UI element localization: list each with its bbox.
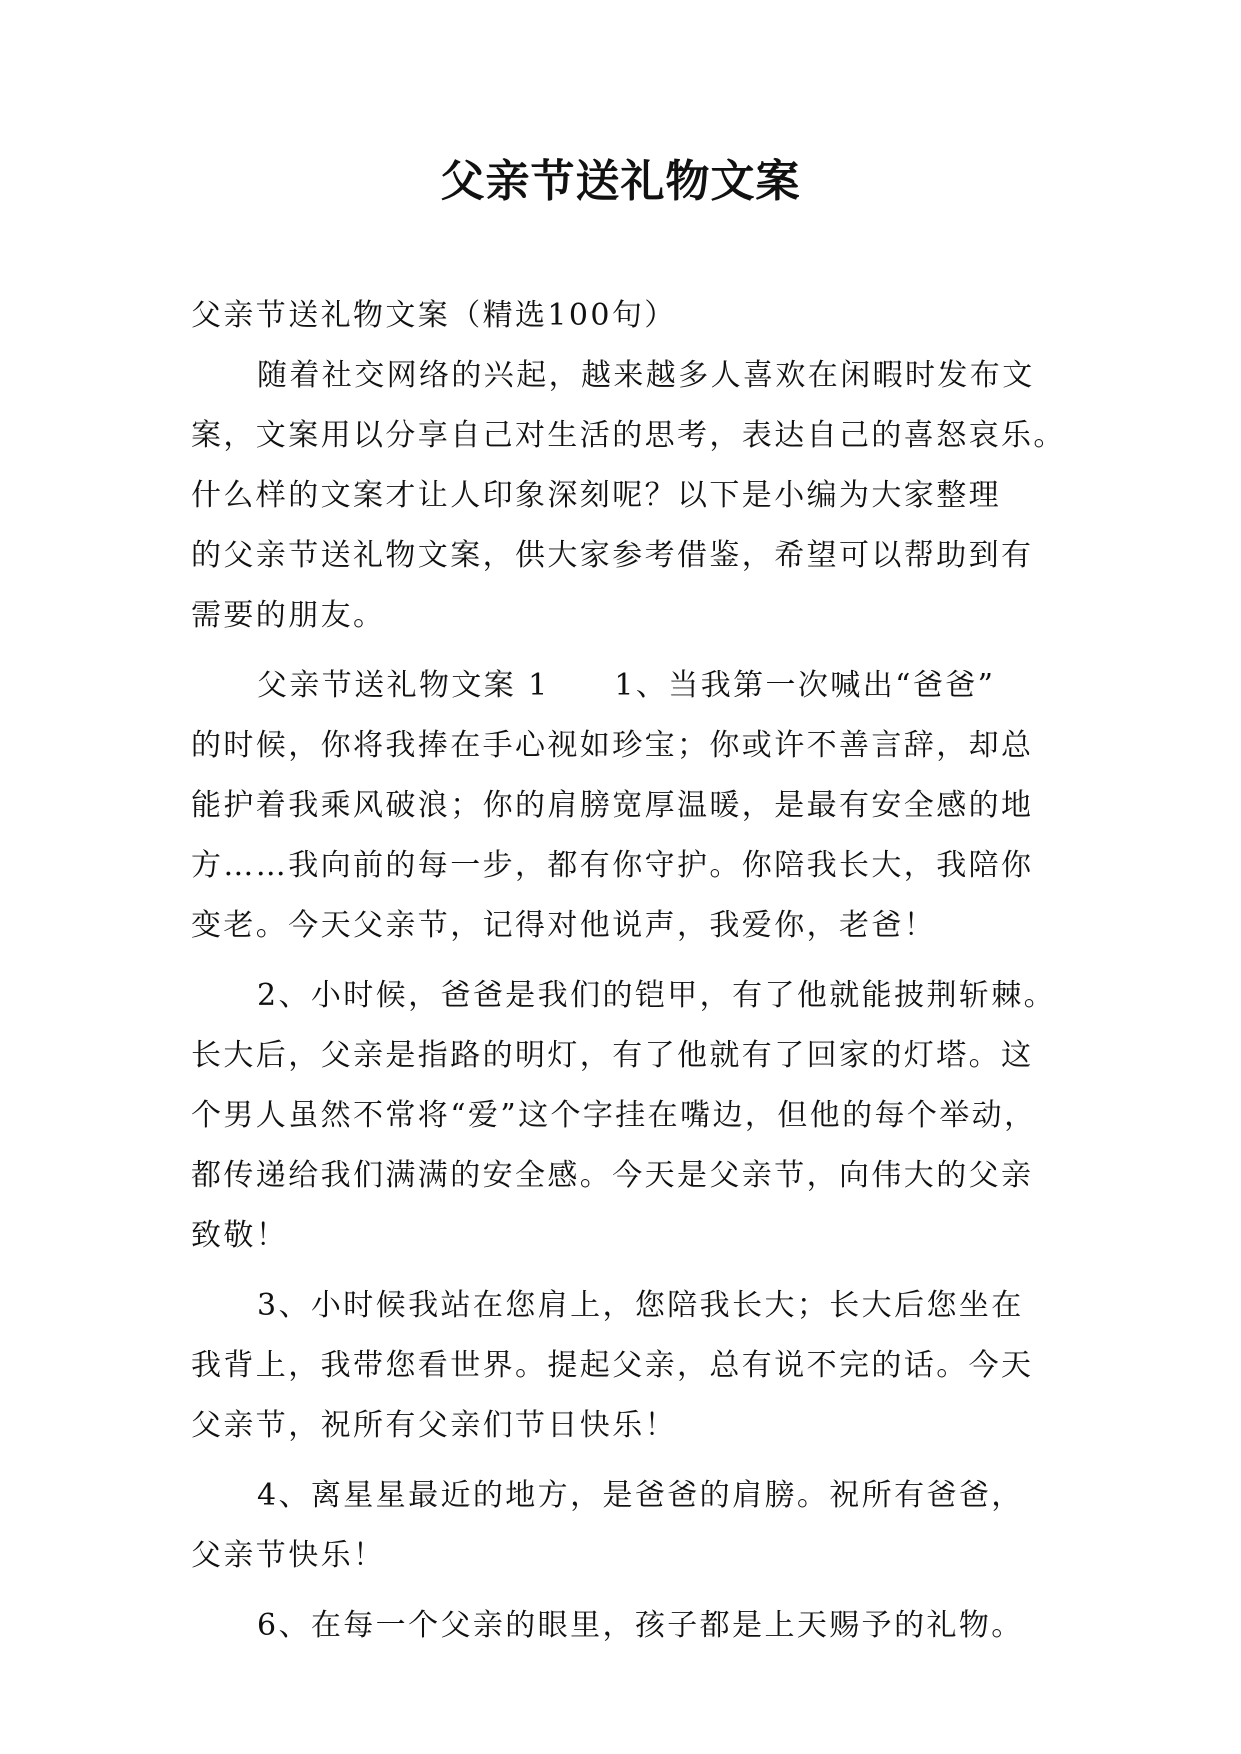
text-line: 4、离星星最近的地方，是爸爸的肩膀。祝所有爸爸， [257,1478,1024,1513]
text-line: 的时候，你将我捧在手心视如珍宝；你或许不善言辞，却总 [191,728,1034,763]
text-line: 都传递给我们满满的安全感。今天是父亲节，向伟大的父亲 [191,1158,1034,1193]
text-line: 父亲节送礼物文案 1 1、当我第一次喊出“爸爸” [257,668,996,703]
text-line: 变老。今天父亲节，记得对他说声，我爱你，老爸！ [191,908,937,943]
text-line: 的父亲节送礼物文案，供大家参考借鉴，希望可以帮助到有 [191,538,1034,573]
text-line: 需要的朋友。 [191,598,386,633]
text-line: 方……我向前的每一步，都有你守护。你陪我长大，我陪你 [191,848,1034,883]
text-line: 案，文案用以分享自己对生活的思考，表达自己的喜怒哀乐。 [191,418,1066,453]
text-line: 我背上，我带您看世界。提起父亲，总有说不完的话。今天 [191,1348,1034,1383]
text-line: 长大后，父亲是指路的明灯，有了他就有了回家的灯塔。这 [191,1038,1034,1073]
text-line: 2、小时候，爸爸是我们的铠甲，有了他就能披荆斩棘。 [257,978,1057,1013]
text-line: 致敬！ [191,1218,289,1253]
document-body [191,286,1071,1656]
text-line: 父亲节快乐！ [191,1538,386,1573]
document-title: 父亲节送礼物文案 [440,156,801,207]
text-line: 个男人虽然不常将“爱”这个字挂在嘴边，但他的每个举动， [191,1098,1037,1133]
text-line: 随着社交网络的兴起，越来越多人喜欢在闲暇时发布文 [257,358,1035,393]
text-line: 3、小时候我站在您肩上，您陪我长大；长大后您坐在 [257,1288,1024,1323]
text-line: 能护着我乘风破浪；你的肩膀宽厚温暖，是最有安全感的地 [191,788,1034,823]
text-line: 什么样的文案才让人印象深刻呢？以下是小编为大家整理 [191,478,1001,513]
text-line: 6、在每一个父亲的眼里，孩子都是上天赐予的礼物。 [257,1608,1024,1643]
text-line: 父亲节送礼物文案（精选100句） [191,298,677,333]
text-line: 父亲节，祝所有父亲们节日快乐！ [191,1408,677,1443]
